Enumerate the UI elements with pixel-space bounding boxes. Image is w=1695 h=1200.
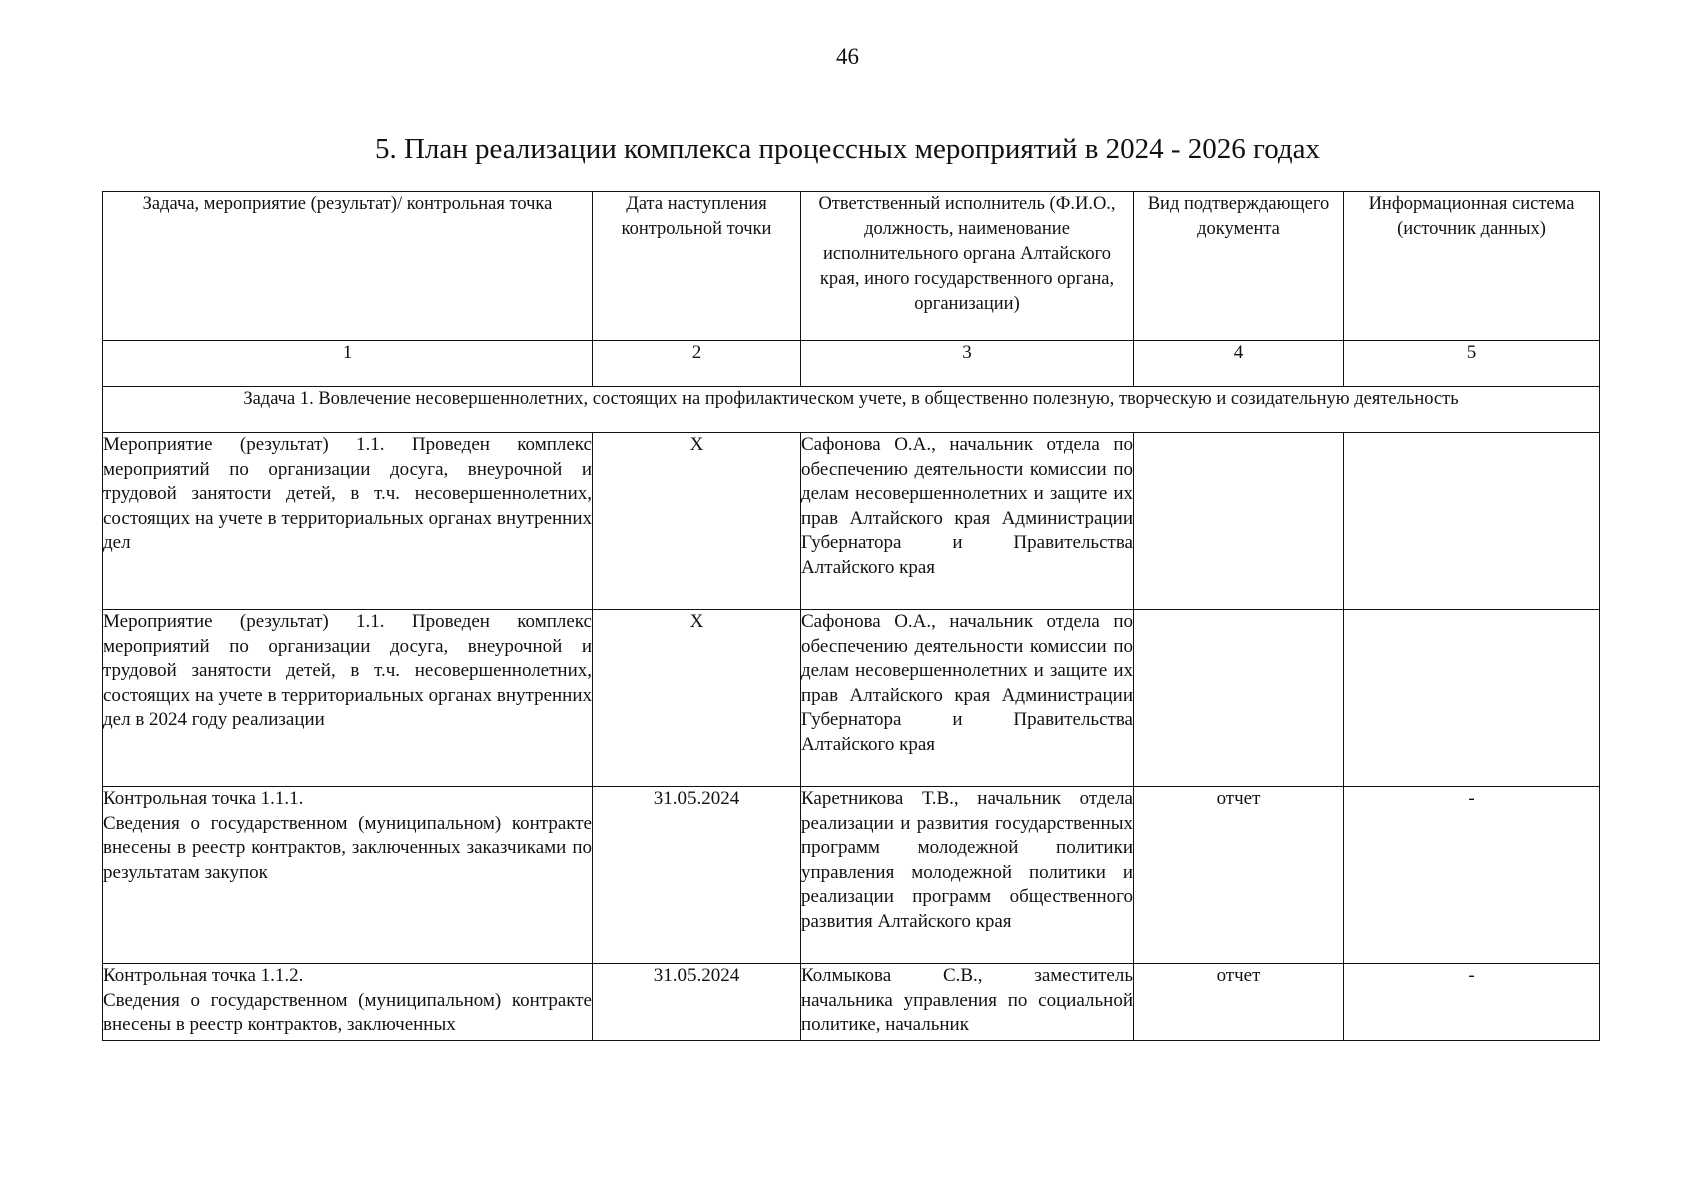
responsible-cell: Каретникова Т.В., начальник отдела реализации и развития государственных программ молодежной политики управления молодежной политики и реализации программ общественного развития Алтайского края [801, 787, 1134, 964]
task-cell: Задача 1. Вовлечение несовершеннолетних, состоящих на профилактическом учете, в общественно полезную, творческую и созидательную деятельность [103, 387, 1600, 433]
responsible-cell: Сафонова О.А., начальник отдела по обеспечению деятельности комиссии по делам несовершеннолетних и защите их прав Алтайского края Администрации Губернатора и Правительства Алтайского края [801, 610, 1134, 787]
activity-text: Мероприятие (результат) 1.1. Проведен комплекс мероприятий по организации досуга, внеурочной и трудовой занятости детей, в т.ч. несовершеннолетних, состоящих на учете в территориальных органах внутренних дел [103, 434, 592, 553]
activity-cell [103, 610, 593, 787]
activity-cell [103, 787, 593, 964]
activity-text: Сведения о государственном (муниципальном) контракте внесены в реестр контрактов, заключенных заказчиками по результатам закупок [103, 812, 592, 883]
header-cell: Ответственный исполнитель (Ф.И.О., должность, наименование исполнительного органа Алтайского края, иного государственного органа, организации) [801, 192, 1134, 341]
activity-text: Мероприятие (результат) 1.1. Проведен комплекс мероприятий по организации досуга, внеурочной и трудовой занятости детей, в т.ч. несовершеннолетних, состоящих на учете в территориальных органах внутренних дел в 2024 году реализации [103, 611, 592, 730]
column-number: 1 [103, 341, 593, 387]
responsible-cell: Сафонова О.А., начальник отдела по обеспечению деятельности комиссии по делам несовершеннолетних и защите их прав Алтайского края Администрации Губернатора и Правительства Алтайского края [801, 433, 1134, 610]
activity-text: Сведения о государственном (муниципальном) контракте внесены в реестр контрактов, заключенных [103, 989, 592, 1035]
document-type-cell [1134, 610, 1344, 787]
column-number: 3 [801, 341, 1134, 387]
document-type-cell: отчет [1134, 964, 1344, 1041]
column-number: 2 [593, 341, 801, 387]
info-system-cell: - [1344, 964, 1600, 1041]
date-cell: X [593, 433, 801, 610]
page-title: 5. План реализации комплекса процессных мероприятий в 2024 - 2026 годах [374, 133, 1321, 165]
activity-cell [103, 964, 593, 1041]
date-cell: X [593, 610, 801, 787]
date-cell: 31.05.2024 [593, 787, 801, 964]
table-row [103, 964, 1600, 1041]
control-point-label: Контрольная точка 1.1.1. [103, 788, 304, 809]
header-cell: Дата наступления контрольной точки [593, 192, 801, 341]
document-type-cell: отчет [1134, 787, 1344, 964]
header-cell: Информационная система (источник данных) [1344, 192, 1600, 341]
column-number: 4 [1134, 341, 1344, 387]
column-number-row [103, 341, 1600, 387]
table-row [103, 433, 1600, 610]
info-system-cell [1344, 433, 1600, 610]
activity-cell [103, 433, 593, 610]
table-header-row [103, 192, 1600, 341]
plan-table [102, 191, 1600, 1041]
table-row [103, 610, 1600, 787]
info-system-cell [1344, 610, 1600, 787]
column-number: 5 [1344, 341, 1600, 387]
document-type-cell [1134, 433, 1344, 610]
table-row [103, 787, 1600, 964]
responsible-cell: Колмыкова С.В., заместитель начальника управления по социальной политике, начальник [801, 964, 1134, 1041]
page-number: 46 [836, 44, 859, 69]
header-cell: Вид подтверждающего документа [1134, 192, 1344, 341]
date-cell: 31.05.2024 [593, 964, 801, 1041]
task-row [103, 387, 1600, 433]
header-cell: Задача, мероприятие (результат)/ контрольная точка [103, 192, 593, 341]
info-system-cell: - [1344, 787, 1600, 964]
control-point-label: Контрольная точка 1.1.2. [103, 965, 304, 986]
